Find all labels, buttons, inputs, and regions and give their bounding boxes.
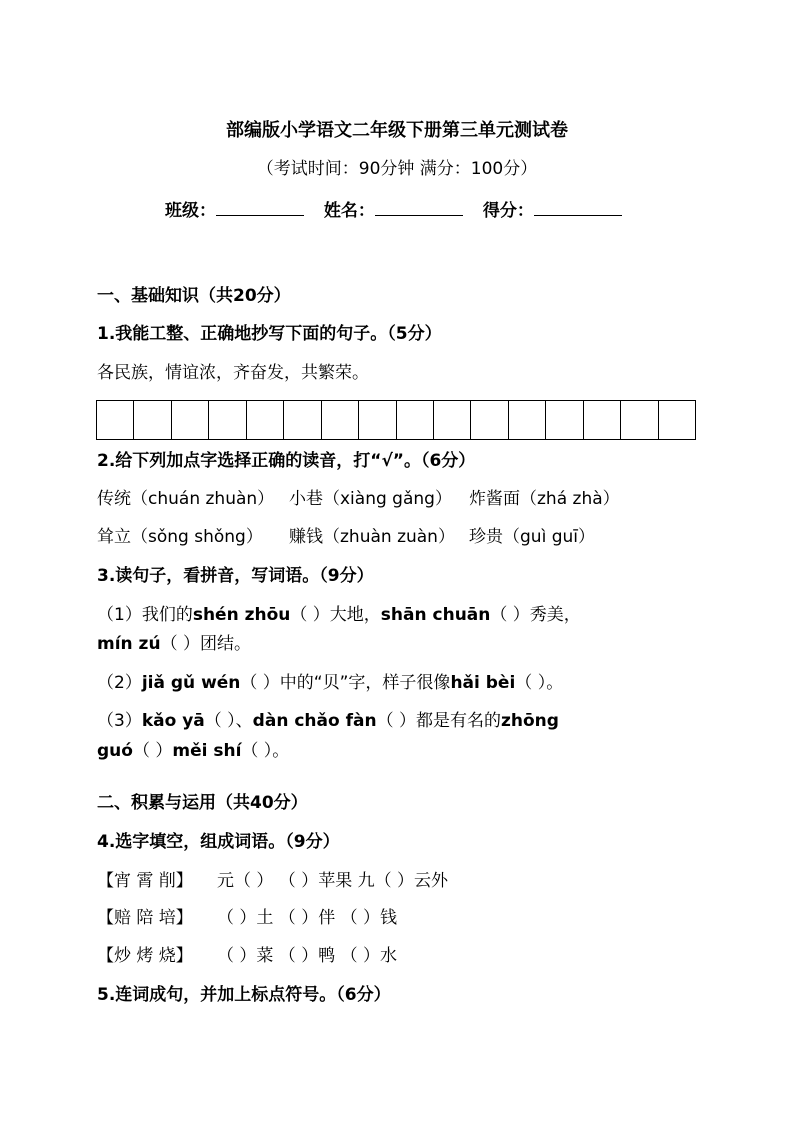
grid-cell[interactable] [322, 401, 359, 439]
pinyin: shén zhōu [192, 605, 291, 625]
q2-row2 [97, 525, 595, 549]
grid-cell[interactable] [397, 401, 434, 439]
q2-title: 2.给下列加点字选择正确的读音，打“√”。（6分） [97, 451, 476, 471]
grid-cell[interactable] [546, 401, 583, 439]
page-title: 部编版小学语文二年级下册第三单元测试卷 [226, 120, 568, 141]
pinyin: zhōng [500, 711, 559, 731]
q2-option: 传统（chuán zhuàn） [97, 489, 275, 509]
grid-cell[interactable] [584, 401, 621, 439]
answer-blank[interactable]: （ ）团结。 [160, 634, 251, 654]
class-label: 班级： [165, 201, 216, 221]
grid-cell[interactable] [209, 401, 246, 439]
q4-row [97, 944, 397, 968]
q1-sentence: 各民族，情谊浓，齐奋发，共繁荣。 [97, 363, 369, 383]
q3-sentence1-line2 [97, 632, 251, 656]
q4-char-options: 【宵 霄 削】 [97, 871, 193, 891]
grid-cell[interactable] [172, 401, 209, 439]
grid-cell[interactable] [659, 401, 695, 439]
q4-row [97, 869, 448, 893]
name-label: 姓名： [323, 201, 375, 221]
pinyin: guó [97, 741, 133, 761]
q4-title: 4.选字填空，组成词语。（9分） [97, 832, 340, 852]
exam-info: （考试时间：90分钟 满分：100分） [256, 159, 538, 179]
pinyin: dàn chǎo fàn [252, 711, 377, 731]
q4-items[interactable]: 元（ ） （ ）苹果 九（ ）云外 [217, 871, 449, 891]
grid-cell[interactable] [359, 401, 396, 439]
grid-cell[interactable] [134, 401, 171, 439]
q4-char-options: 【炒 烤 烧】 [97, 946, 193, 966]
pinyin: jiǎ gǔ wén [141, 673, 241, 693]
q2-option: 赚钱（zhuàn zuàn） [289, 527, 455, 547]
answer-blank[interactable]: （ ）大地， [290, 605, 381, 625]
q4-items[interactable]: （ ）土 （ ）伴 （ ）钱 [217, 908, 398, 928]
q4-items[interactable]: （ ）菜 （ ）鸭 （ ）水 [217, 946, 398, 966]
answer-blank[interactable]: （ ）。 [241, 741, 290, 761]
grid-cell[interactable] [97, 401, 134, 439]
q2-option: 小巷（xiàng gǎng） [289, 489, 452, 509]
grid-cell[interactable] [621, 401, 658, 439]
section1-heading: 一、基础知识（共20分） [97, 286, 291, 306]
q3-sentence2 [97, 671, 563, 695]
q2-row1 [97, 487, 620, 511]
answer-blank[interactable]: （ ）都是有名的 [376, 711, 501, 731]
q2-option: 珍贵（guì guī） [469, 527, 595, 547]
answer-blank[interactable]: （ ）。 [515, 673, 564, 693]
text: （3） [97, 711, 142, 731]
answer-blank[interactable]: （ ）秀美， [490, 605, 581, 625]
student-info-row [165, 199, 622, 223]
q4-row [97, 906, 397, 930]
score-label: 得分： [482, 201, 534, 221]
pinyin: mín zú [97, 634, 161, 654]
grid-cell[interactable] [434, 401, 471, 439]
pinyin: shān chuān [380, 605, 491, 625]
name-blank[interactable] [375, 199, 463, 216]
grid-cell[interactable] [247, 401, 284, 439]
pinyin: kǎo yā [141, 711, 205, 731]
q3-title: 3.读句子，看拼音，写词语。（9分） [97, 566, 374, 586]
text: （1）我们的 [97, 605, 193, 625]
text: （2） [97, 673, 142, 693]
q3-sentence1-line1 [97, 603, 581, 627]
q3-sentence3-line1 [97, 709, 559, 733]
q1-title: 1.我能工整、正确地抄写下面的句子。（5分） [97, 324, 442, 344]
section2-heading: 二、积累与运用（共40分） [97, 793, 308, 813]
answer-blank[interactable]: （ ）、 [204, 711, 253, 731]
q2-option: 耸立（sǒng shǒng） [97, 527, 263, 547]
pinyin: hǎi bèi [450, 673, 516, 693]
q3-sentence3-line2 [97, 739, 289, 763]
score-blank[interactable] [534, 199, 622, 216]
class-blank[interactable] [216, 199, 304, 216]
grid-cell[interactable] [284, 401, 321, 439]
q4-char-options: 【赔 陪 培】 [97, 908, 193, 928]
q5-title: 5.连词成句，并加上标点符号。（6分） [97, 985, 391, 1005]
answer-blank[interactable]: （ ）中的“贝”字，样子很像 [240, 673, 451, 693]
writing-grid[interactable] [96, 400, 696, 440]
q2-option: 炸酱面（zhá zhà） [469, 489, 620, 509]
pinyin: měi shí [172, 741, 242, 761]
answer-blank[interactable]: （ ） [132, 741, 173, 761]
grid-cell[interactable] [509, 401, 546, 439]
grid-cell[interactable] [471, 401, 508, 439]
